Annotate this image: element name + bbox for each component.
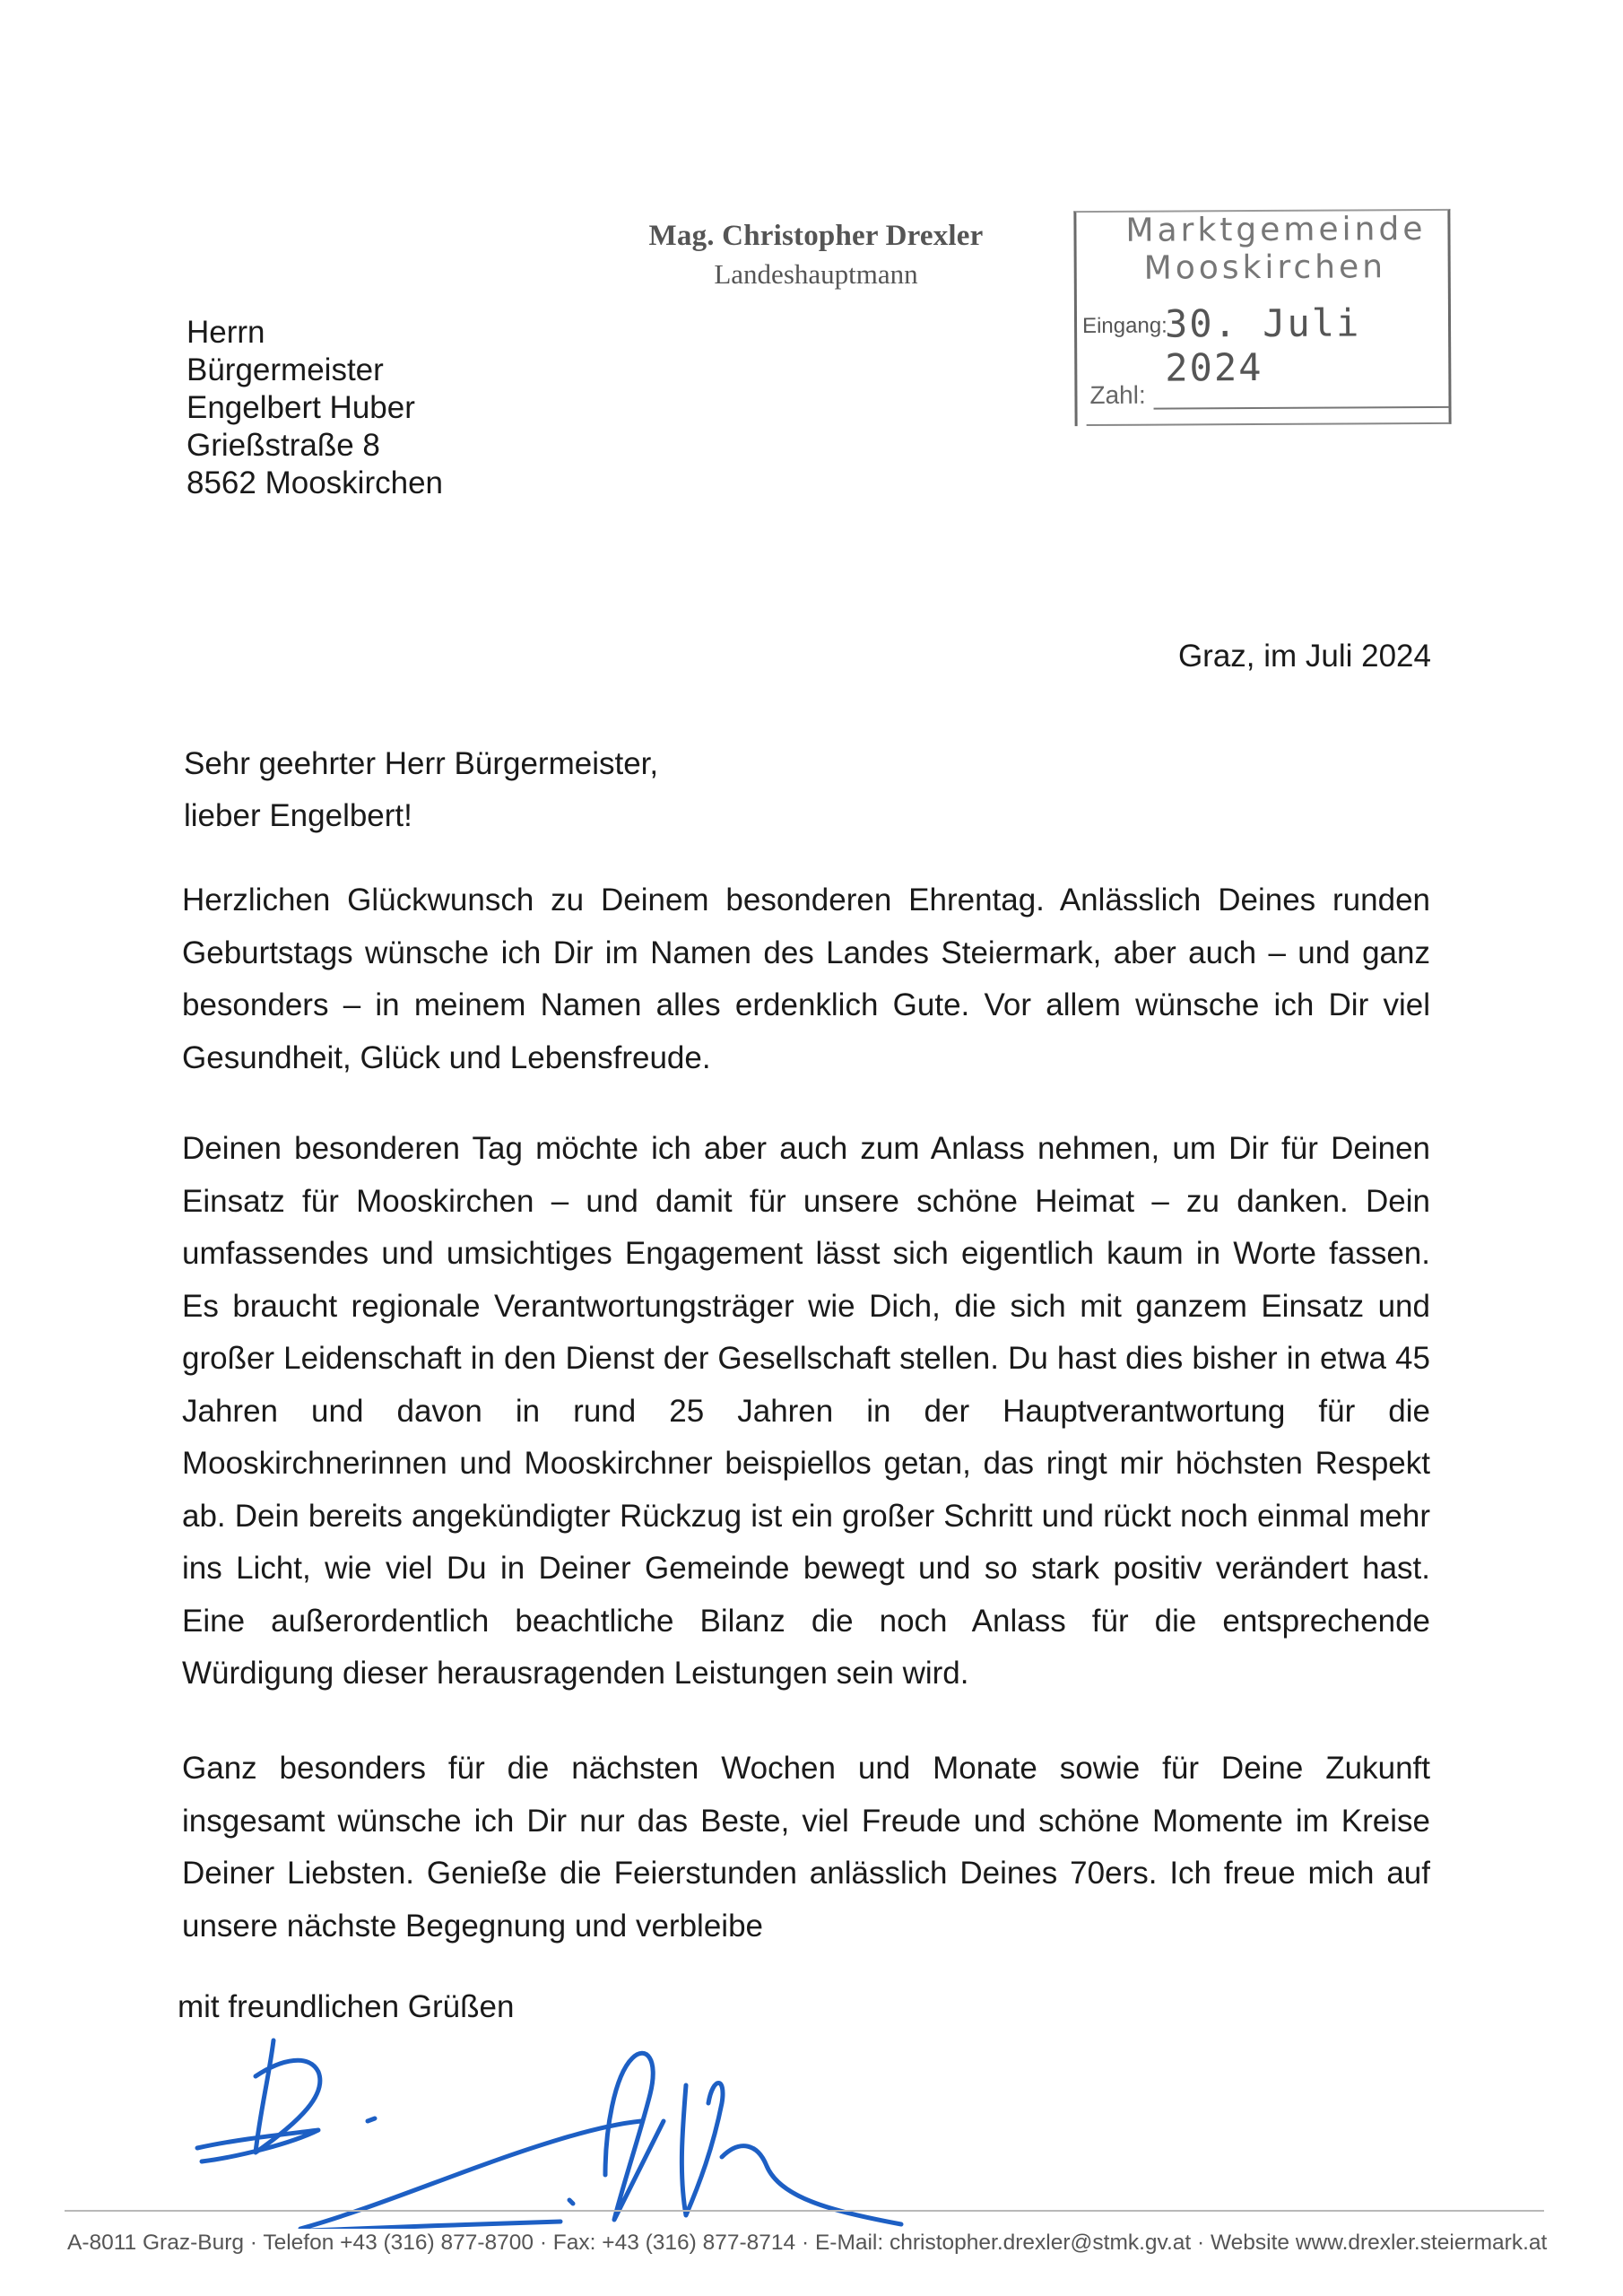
body-paragraph-2: Deinen besonderen Tag möchte ich aber auch zum Anlass nehmen, um Dir für Deinen Einsatz für Mooskirchen – und damit für unsere schöne Heimat – zu danken. Dein umfassendes und umsichtiges Engagement lässt sich eigentlich kaum in Worte fassen. Es braucht regionale Verantwortungsträger wie Dich, die sich mit ganzem Einsatz und großer Leidenschaft in den Dienst der Gesellschaft stellen. Du hast dies bisher in etwa 45 Jahren und davon in rund 25 Jahren in der Hauptverantwortung für die Mooskirchnerinnen und Mooskirchner beispiellos getan, das ringt mir höchsten Respekt ab. Dein bereits angekündigter Rückzug ist ein großer Schritt und rückt noch einmal mehr ins Licht, wie viel Du in Deiner Gemeinde bewegt und so stark positiv verändert hast. Eine außerordentlich beachtliche Bilanz die noch Anlass für die entsprechende Würdigung dieser herausragenden Leistungen sein wird. [182, 1131, 1430, 1691]
stamp-number-line [1154, 406, 1450, 410]
stamp-municipality-line1: Marktgemeinde [1125, 211, 1427, 249]
closing-phrase: mit freundlichen Grüßen [178, 1989, 515, 2024]
salutation-line: Sehr geehrter Herr Bürgermeister, [184, 746, 659, 781]
stamp-bottom-border [1087, 422, 1450, 426]
salutation-line: lieber Engelbert! [184, 798, 412, 833]
address-line: Bürgermeister [187, 352, 384, 387]
address-line: 8562 Mooskirchen [187, 465, 443, 500]
stamp-number-label: Zahl: [1089, 380, 1146, 410]
footer-divider [65, 2210, 1544, 2212]
receipt-stamp [1073, 209, 1451, 426]
recipient-address [187, 314, 443, 502]
letter-date: Graz, im Juli 2024 [1177, 639, 1431, 674]
address-line: Engelbert Huber [187, 390, 415, 425]
salutation [184, 738, 658, 842]
address-line: Herrn [187, 315, 265, 350]
sender-name: Mag. Christopher Drexler [648, 220, 984, 252]
sender-title: Landeshauptmann [714, 258, 918, 290]
address-line: Grießstraße 8 [187, 428, 380, 463]
stamp-municipality-line2: Mooskirchen [1143, 248, 1387, 287]
stamp-received-label: Eingang: [1081, 313, 1167, 339]
signature-icon [184, 2022, 919, 2229]
body-paragraph-3: Ganz besonders für die nächsten Wochen und Monate sowie für Deine Zukunft insgesamt wünsche ich Dir nur das Beste, viel Freude und schöne Momente im Kreise Deiner Liebsten. Genieße die Feierstunden anlässlich Deines 70ers. Ich freue mich auf unsere nächste Begegnung und verbleibe [182, 1751, 1430, 1944]
footer-contact: A-8011 Graz-Burg · Telefon +43 (316) 877-8700 · Fax: +43 (316) 877-8714 · E-Mail: christopher.drexler@stmk.gv.at · Website www.drexler.steiermark.at [67, 2231, 1548, 2255]
stamp-received-date: 30. Juli 2024 [1164, 300, 1361, 390]
letterhead [628, 220, 1004, 291]
body-paragraph-1: Herzlichen Glückwunsch zu Deinem besonderen Ehrentag. Anlässlich Deines runden Geburtstags wünsche ich Dir im Namen des Landes Steiermark, aber auch – und ganz besonders – in meinem Namen alles erdenklich Gute. Vor allem wünsche ich Dir viel Gesundheit, Glück und Lebensfreude. [182, 883, 1430, 1075]
